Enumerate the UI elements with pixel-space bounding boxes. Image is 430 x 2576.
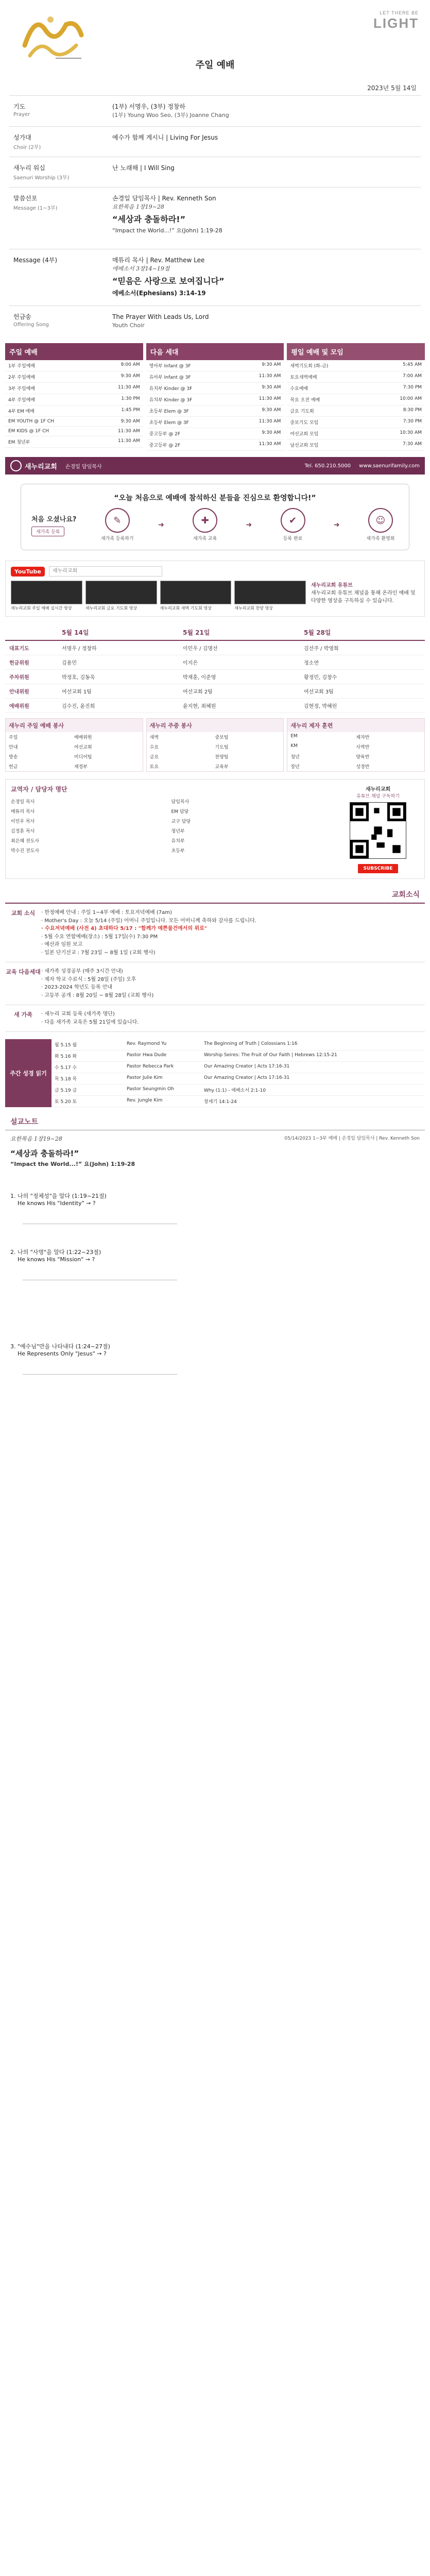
order-value: The Prayer With Leads Us, Lord <box>112 313 209 320</box>
notes-sermon-title: “세상과 충돌하라!” <box>10 1149 79 1159</box>
schedule-row: 유치부 Kinder @ 3F 11:30 AM <box>146 394 284 405</box>
schedule-row: 목요 오전 예배 10:00 AM <box>287 394 425 405</box>
order-value: (1부) 서명우, (3부) 정창하 <box>112 103 185 110</box>
sermon-title-en: “Impact the World...!” 요(John) 1:19-28 <box>112 227 222 234</box>
welcome-steps <box>31 508 399 541</box>
order-label: 말씀선포 <box>13 194 38 202</box>
notes-scripture-hand: 요한복음 1장19~28 <box>10 1136 62 1143</box>
order-label: 성가대 <box>13 133 31 141</box>
reading-row: 금 5.19 금 Pastor Seungmin Oh Why (1:1) - 에베소서 2:1-10 <box>51 1084 425 1096</box>
order-sub: Youth Choir <box>112 321 145 329</box>
welcome-step: ☺ 새가족 환영회 <box>363 508 399 541</box>
reading-row: 화 5.16 화 Pastor Hwa Dude Worship Seires: The Fruit of Our Faith | Hebrews 12:15-21 <box>51 1050 425 1062</box>
schedule-row: 4부 EM 예배 1:45 PM <box>5 405 143 417</box>
church-logo[interactable]: 새누리교회 <box>10 460 57 471</box>
schedule-row: EM KIDS @ 1F CH 11:30 AM <box>5 427 143 436</box>
reading-row: 목 5.18 목 Pastor Julie Kim Our Amazing Creator | Acts 17:16-31 <box>51 1073 425 1084</box>
church-logo-icon <box>10 460 22 471</box>
schedule-row: 초등부 Elem @ 3F 9:30 AM <box>146 405 284 417</box>
news-item: · 수요저녁예배 (사전 4) 초대하다 5/17 : "함께가 예쁜물건에서의 위로" <box>41 926 208 932</box>
hero-header <box>0 0 430 77</box>
banner-phone[interactable]: Tel. 650.210.5000 <box>304 463 351 469</box>
newcomer-register-button[interactable]: 새가족 등록 <box>31 527 64 536</box>
video-thumbnail[interactable]: 새누리교회 주일 예배 실시간 영상 <box>11 581 82 611</box>
contact-row: 최은혜 전도사 유치부 <box>11 839 185 844</box>
notes-meta: 05/14/2023 1~3부 예배 | 손경일 담임목사 | Rev. Kenneth Son <box>284 1136 420 1142</box>
video-thumbnail[interactable]: 새누리교회 새벽 기도회 영상 <box>160 581 232 611</box>
church-news <box>5 903 425 1032</box>
arrow-right-icon: ➜ <box>246 520 252 529</box>
news-section <box>5 1005 425 1032</box>
schedule-tables <box>0 343 430 451</box>
welcome-step: ✔ 등록 완료 <box>275 508 311 541</box>
note-question: 3. "예수님"만을 나타내다 (1:24~27절) He Represents Only "Jesus" → ? <box>10 1342 420 1375</box>
order-label-en: Saenuri Worship (3부) <box>13 175 70 181</box>
roster-row: 대표기도 서명우 / 정창하 이민우 / 김명선 김선주 / 박영희 <box>5 641 425 655</box>
contact-row: 이민우 목사 교구 담당 <box>11 819 191 825</box>
schedule-weekday <box>287 343 425 451</box>
schedule-row: 수요예배 7:30 PM <box>287 383 425 394</box>
notes-sermon-title-en: “Impact the World...!” 요(John) 1:19-28 <box>10 1161 135 1168</box>
schedule-sunday <box>5 343 143 451</box>
contact-row: 손경일 목사 담임목사 <box>11 800 190 805</box>
order-label-en: Offering Song <box>13 321 49 328</box>
youtube-logo[interactable]: YouTube <box>11 567 45 577</box>
schedule-row: 여선교회 모임 10:30 AM <box>287 428 425 439</box>
subscribe-button[interactable]: SUBSCRIBE <box>358 864 398 873</box>
order-label-en: Choir (2부) <box>13 144 41 150</box>
schedule-row: 유치부 Kinder @ 3F 9:30 AM <box>146 383 284 394</box>
news-category: 교육 다음세대 <box>6 969 41 976</box>
order-label-en: Prayer <box>13 112 30 117</box>
order-row-worship <box>9 157 421 187</box>
youtube-side-title: 새누리교회 유튜브 <box>311 583 353 588</box>
scripture-handwritten: 에베소서 3장14~19절 <box>112 265 170 272</box>
roster-row: 주차위원 박정호, 김동욱 박재훈, 이준영 황정민, 김창수 <box>5 670 425 684</box>
scripture-handwritten: 요한복음 1장19~28 <box>112 203 164 210</box>
roster-row: 에배위원 김수진, 윤진희 윤지현, 최혜원 김현정, 박혜린 <box>5 699 425 713</box>
roster-box: 새누리 주중 봉사 새벽 중보팀 수요 기도팀 금요 찬양팀 토요 교육부 <box>146 718 284 772</box>
youtube-side-text: 새누리교회 유튜브 채널을 통해 온라인 예배 및 다양한 영상을 구독하실 수 있습니다. <box>311 590 416 604</box>
contact-row: 박수진 전도사 초등부 <box>11 849 185 854</box>
qr-title: 새누리교회 <box>365 787 391 793</box>
schedule-next-gen <box>146 343 284 451</box>
schedule-title: 평일 예배 및 모임 <box>287 343 425 360</box>
schedule-row: 영아부 Infant @ 3F 9:30 AM <box>146 360 284 371</box>
note-question: 1. 나의 "정체성"을 알다 (1:19~21절) He knows His "Identity" → ? <box>10 1192 420 1224</box>
sermon-title: “믿음은 사랑으로 보여집니다” <box>112 276 225 286</box>
news-item: · 고등부 공개 : 8월 20일 ~ 8월 28일 (교회 행사) <box>41 992 154 998</box>
roster-row: 안내위원 여선교회 1팀 여선교회 2팀 여선교회 3팀 <box>5 684 425 699</box>
schedule-row: 새벽기도회 (화-금) 5:45 AM <box>287 360 425 371</box>
check-icon: ✔ <box>281 508 305 533</box>
sermon-notes <box>5 1130 425 1379</box>
register-icon: ✎ <box>105 508 130 533</box>
news-item: · 2023-2024 학년도 등록 안내 <box>41 985 113 991</box>
news-item: · 새누리 교회 등록 (새가족 명단) <box>41 1011 115 1018</box>
news-item: · 한정예배 안내 : 주일 1~4부 예배 : 토요저녁예배 (7am) <box>41 910 172 916</box>
people-icon: ☺ <box>368 508 393 533</box>
schedule-row: 금요 기도회 8:30 PM <box>287 405 425 417</box>
note-question: 2. 나의 "사명"을 알다 (1:22~23절) He knows His "Mission" → ? <box>10 1248 420 1280</box>
tagline-big: LIGHT <box>373 15 419 31</box>
schedule-row: 남선교회 모임 7:30 AM <box>287 439 425 451</box>
banner-pastor: 손경일 담임목사 <box>65 464 102 470</box>
sermon-scripture: 에베소서(Ephesians) 3:14-19 <box>112 290 206 297</box>
note-answer-line[interactable] <box>23 1272 177 1280</box>
order-row-offering <box>9 306 421 336</box>
news-item: · 제자 학교 수료식 : 5월 28일 (주일) 오후 <box>41 976 136 982</box>
sermon-title: “세상과 충돌하라!” <box>112 214 186 224</box>
youtube-section <box>5 561 425 617</box>
arrow-right-icon: ➜ <box>333 520 340 529</box>
welcome-title: “오늘 처음으로 예배에 참석하신 분들을 진심으로 환영합니다!” <box>114 494 316 502</box>
news-item: · 새가족 성경공부 (매주 3시간 안내) <box>41 969 123 975</box>
order-label: 기도 <box>13 103 26 110</box>
preacher: 매튜리 목사 | Rev. Matthew Lee <box>112 256 205 264</box>
schedule-row: 4부 주일예배 1:30 PM <box>5 394 143 405</box>
order-sub: (1부) Young Woo Seo, (3부) Joanne Chang <box>112 112 229 118</box>
schedule-row: 중고등부 @ 2F 11:30 AM <box>146 439 284 451</box>
contact-row: 김정훈 목사 청년부 <box>11 829 185 835</box>
order-label: Message (4부) <box>13 256 57 264</box>
news-item: · 예산과 임원 보고 <box>41 942 83 948</box>
video-thumbnail[interactable]: 새누리교회 금요 기도회 영상 <box>85 581 157 611</box>
video-thumbnail[interactable]: 새누리교회 찬양 영상 <box>234 581 306 611</box>
contacts-title: 교역자 / 담당자 명단 <box>11 786 67 793</box>
schedule-row: 유아부 Infant @ 3F 11:30 AM <box>146 371 284 383</box>
worship-order <box>0 83 430 336</box>
note-answer-line[interactable] <box>23 1216 177 1224</box>
qr-code-icon[interactable] <box>350 802 406 859</box>
order-label: 헌금송 <box>13 313 31 320</box>
order-row-choir <box>9 126 421 157</box>
schedule-row: EM YOUTH @ 1F CH 9:30 AM <box>5 417 143 427</box>
welcome-question: 처음 오셨나요? <box>31 515 77 523</box>
schedule-row: 3부 주일예배 11:30 AM <box>5 383 143 394</box>
order-row-message-4 <box>9 249 421 306</box>
reading-row: 수 5.17 수 Pastor Rebecca Park Our Amazing Creator | Acts 17:16-31 <box>51 1062 425 1073</box>
contact-row: 매튜리 목사 EM 담당 <box>11 809 189 815</box>
tagline-small: LET THERE BE <box>380 10 419 15</box>
order-label: 새누리 워십 <box>13 164 45 172</box>
service-roster <box>5 625 425 772</box>
welcome-step: ✚ 새가족 교육 <box>187 508 223 541</box>
schedule-row: 2부 주일예배 9:30 AM <box>5 371 143 383</box>
banner-website[interactable]: www.saenurifamily.com <box>359 463 420 469</box>
news-item: · Mother's Day : 오늘 5/14 (주일) 어머니 주일입니다. 모든 어머니께 축하와 감사를 드립니다. <box>41 918 256 924</box>
service-date: 2023년 5월 14일 <box>367 84 417 92</box>
youtube-thumbnails <box>11 581 306 611</box>
roster-box: 새누리 주일 예배 봉사 주일 예배위원 안내 여선교회 방송 미디어팀 헌금 재정부 <box>5 718 143 772</box>
qr-subtitle: 유튜브 채널 구독하기 <box>356 794 400 800</box>
reading-category: 주간 성경 읽기 <box>5 1039 51 1107</box>
news-item: · 일본 단기선교 : 7월 23일 ~ 8월 1일 (교회 행사) <box>41 950 156 956</box>
church-banner <box>5 457 425 474</box>
page-title: 주일 예배 <box>195 60 235 71</box>
schedule-row: 1부 주일예배 8:00 AM <box>5 360 143 371</box>
order-row-message <box>9 187 421 249</box>
preacher: 손경일 담임목사 | Rev. Kenneth Son <box>112 194 216 202</box>
note-answer-line[interactable] <box>23 1366 177 1375</box>
reading-row: 토 5.20 토 Rev. Jungle Kim 창세기 14:1-24 <box>51 1096 425 1107</box>
order-row-prayer <box>9 95 421 126</box>
schedule-title: 주일 예배 <box>5 343 143 360</box>
weekly-reading <box>5 1039 425 1107</box>
tagline <box>373 10 419 31</box>
book-icon: ✚ <box>193 508 217 533</box>
roster-box: 새누리 제자 훈련 EM 제자반 KM 사역반 청년 양육반 장년 성경반 <box>287 718 425 772</box>
news-category: 교회 소식 <box>11 910 36 917</box>
notes-title: 설교노트 <box>10 1118 39 1127</box>
schedule-row: 중고등부 @ 2F 9:30 AM <box>146 428 284 439</box>
schedule-row: EM 청년부 11:30 AM <box>5 436 143 448</box>
welcome-box <box>21 484 409 550</box>
news-title: 교회소식 <box>391 891 420 900</box>
news-item: · 다음 새가족 교육은 5월 21일에 있습니다. <box>41 1019 139 1025</box>
reading-row: 월 5.15 월 Rev. Raymond Yu The Beginning of Truth | Colossians 1:16 <box>51 1039 425 1050</box>
welcome-step: ✎ 새가족 등록하기 <box>99 508 135 541</box>
roster-header: 5월 14일 5월 21일 5월 28일 <box>5 625 425 641</box>
schedule-row: 토요새벽예배 7:00 AM <box>287 371 425 383</box>
schedule-title: 다음 세대 <box>146 343 284 360</box>
arrow-right-icon: ➜ <box>158 520 164 529</box>
news-section <box>5 962 425 1005</box>
news-section <box>5 904 425 962</box>
news-category: 새 가족 <box>14 1011 32 1019</box>
news-item: · 5월 수요 연합예배(장소) : 5월 17일(수) 7:30 PM <box>41 934 158 940</box>
schedule-row: 중보기도 모임 7:30 PM <box>287 417 425 428</box>
schedule-row: 초등부 Elem @ 3F 11:30 AM <box>146 417 284 428</box>
youtube-search[interactable]: 새누리교회 <box>49 566 162 577</box>
roster-row: 헌금위원 김용민 이지은 정소연 <box>5 655 425 670</box>
contacts-section <box>5 779 425 879</box>
order-label-en: Message (1~3부) <box>13 205 58 211</box>
order-value: 난 노래해 | I Will Sing <box>112 164 175 172</box>
order-value: 예수가 함께 계시니 | Living For Jesus <box>112 133 218 141</box>
